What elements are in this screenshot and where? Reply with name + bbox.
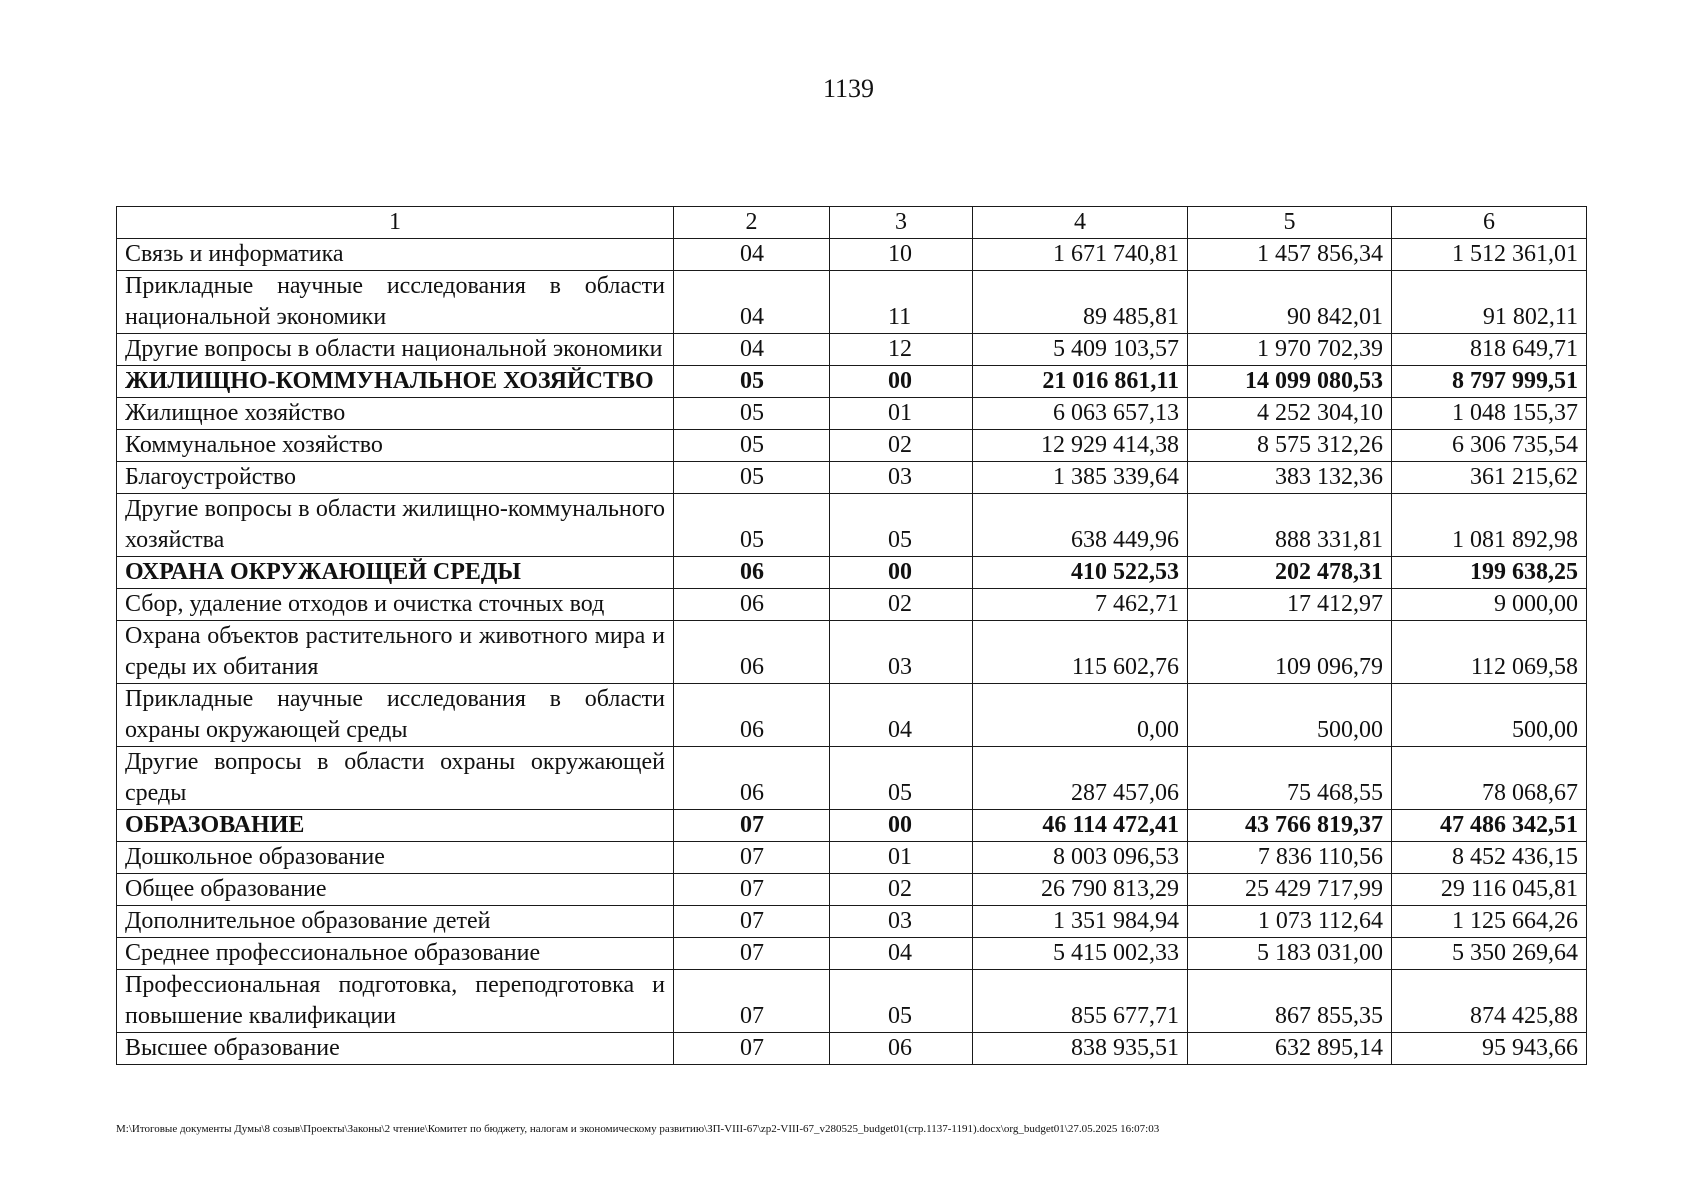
row-section-code-cell: 07 <box>674 970 830 1033</box>
table-row <box>117 906 1587 938</box>
column-header-2: 2 <box>674 207 830 239</box>
row-value-col6-cell: 112 069,58 <box>1392 621 1587 684</box>
row-name-cell: Дополнительное образование детей <box>117 906 674 938</box>
row-value-col4-cell: 638 449,96 <box>973 494 1188 557</box>
row-value-col5-cell: 1 970 702,39 <box>1188 334 1392 366</box>
row-value-col5-cell: 888 331,81 <box>1188 494 1392 557</box>
row-name-cell: Коммунальное хозяйство <box>117 430 674 462</box>
row-name-cell: ОБРАЗОВАНИЕ <box>117 810 674 842</box>
row-name-cell: Прикладные научные исследования в области национальной экономики <box>117 271 674 334</box>
row-section-code-cell: 07 <box>674 810 830 842</box>
row-value-col5-cell: 14 099 080,53 <box>1188 366 1392 398</box>
table-row <box>117 494 1587 557</box>
row-value-col5-cell: 109 096,79 <box>1188 621 1392 684</box>
table-row <box>117 747 1587 810</box>
row-value-col4-cell: 838 935,51 <box>973 1033 1188 1065</box>
row-value-col4-cell: 8 003 096,53 <box>973 842 1188 874</box>
table-section-row <box>117 366 1587 398</box>
table-section-row <box>117 810 1587 842</box>
row-subsection-code-cell: 00 <box>830 810 973 842</box>
row-subsection-code-cell: 02 <box>830 874 973 906</box>
column-header-3: 3 <box>830 207 973 239</box>
row-value-col6-cell: 199 638,25 <box>1392 557 1587 589</box>
table-row <box>117 842 1587 874</box>
row-value-col4-cell: 21 016 861,11 <box>973 366 1188 398</box>
table-row <box>117 239 1587 271</box>
row-name-cell: Профессиональная подготовка, переподготовка и повышение квалификации <box>117 970 674 1033</box>
row-value-col5-cell: 1 457 856,34 <box>1188 239 1392 271</box>
row-value-col6-cell: 8 452 436,15 <box>1392 842 1587 874</box>
row-subsection-code-cell: 02 <box>830 430 973 462</box>
row-subsection-code-cell: 05 <box>830 970 973 1033</box>
document-path-footer: M:\Итоговые документы Думы\8 созыв\Проекты\Законы\2 чтение\Комитет по бюджету, налогам и экономическому развитию\ЗП-VIII-67\zp2-VIII-67_v280525_budget01(стр.1137-1191).docx\org_budget01\27.05.2025 16:07:03 <box>116 1123 1160 1135</box>
row-section-code-cell: 04 <box>674 334 830 366</box>
row-subsection-code-cell: 11 <box>830 271 973 334</box>
row-subsection-code-cell: 03 <box>830 462 973 494</box>
row-value-col6-cell: 1 048 155,37 <box>1392 398 1587 430</box>
row-value-col5-cell: 867 855,35 <box>1188 970 1392 1033</box>
row-subsection-code-cell: 04 <box>830 938 973 970</box>
row-section-code-cell: 05 <box>674 398 830 430</box>
row-value-col4-cell: 89 485,81 <box>973 271 1188 334</box>
row-name-cell: Сбор, удаление отходов и очистка сточных вод <box>117 589 674 621</box>
table-body <box>117 207 1587 1065</box>
row-name-cell: Среднее профессиональное образование <box>117 938 674 970</box>
table-row <box>117 271 1587 334</box>
row-subsection-code-cell: 03 <box>830 906 973 938</box>
table-row <box>117 874 1587 906</box>
row-value-col4-cell: 1 385 339,64 <box>973 462 1188 494</box>
row-name-cell: Дошкольное образование <box>117 842 674 874</box>
row-value-col5-cell: 5 183 031,00 <box>1188 938 1392 970</box>
row-section-code-cell: 07 <box>674 874 830 906</box>
row-section-code-cell: 05 <box>674 430 830 462</box>
row-value-col6-cell: 361 215,62 <box>1392 462 1587 494</box>
row-name-cell: ОХРАНА ОКРУЖАЮЩЕЙ СРЕДЫ <box>117 557 674 589</box>
row-name-cell: Жилищное хозяйство <box>117 398 674 430</box>
row-value-col5-cell: 632 895,14 <box>1188 1033 1392 1065</box>
column-header-5: 5 <box>1188 207 1392 239</box>
row-value-col4-cell: 6 063 657,13 <box>973 398 1188 430</box>
table-row <box>117 1033 1587 1065</box>
row-subsection-code-cell: 12 <box>830 334 973 366</box>
row-value-col6-cell: 91 802,11 <box>1392 271 1587 334</box>
row-section-code-cell: 07 <box>674 1033 830 1065</box>
row-section-code-cell: 06 <box>674 589 830 621</box>
table-row <box>117 938 1587 970</box>
row-value-col6-cell: 874 425,88 <box>1392 970 1587 1033</box>
row-value-col5-cell: 43 766 819,37 <box>1188 810 1392 842</box>
row-subsection-code-cell: 01 <box>830 398 973 430</box>
row-value-col6-cell: 1 081 892,98 <box>1392 494 1587 557</box>
row-value-col5-cell: 4 252 304,10 <box>1188 398 1392 430</box>
row-value-col5-cell: 75 468,55 <box>1188 747 1392 810</box>
row-name-cell: Связь и информатика <box>117 239 674 271</box>
row-section-code-cell: 07 <box>674 938 830 970</box>
table-row <box>117 462 1587 494</box>
row-name-cell: Другие вопросы в области национальной экономики <box>117 334 674 366</box>
row-value-col6-cell: 78 068,67 <box>1392 747 1587 810</box>
row-value-col4-cell: 287 457,06 <box>973 747 1188 810</box>
row-value-col4-cell: 5 415 002,33 <box>973 938 1188 970</box>
row-subsection-code-cell: 05 <box>830 747 973 810</box>
row-section-code-cell: 04 <box>674 239 830 271</box>
row-value-col4-cell: 46 114 472,41 <box>973 810 1188 842</box>
row-name-cell: Высшее образование <box>117 1033 674 1065</box>
row-section-code-cell: 07 <box>674 842 830 874</box>
row-value-col6-cell: 1 512 361,01 <box>1392 239 1587 271</box>
row-name-cell: Прикладные научные исследования в области охраны окружающей среды <box>117 684 674 747</box>
row-value-col4-cell: 0,00 <box>973 684 1188 747</box>
row-value-col6-cell: 95 943,66 <box>1392 1033 1587 1065</box>
row-value-col5-cell: 383 132,36 <box>1188 462 1392 494</box>
row-name-cell: Другие вопросы в области охраны окружающей среды <box>117 747 674 810</box>
row-section-code-cell: 05 <box>674 494 830 557</box>
row-value-col5-cell: 17 412,97 <box>1188 589 1392 621</box>
row-section-code-cell: 04 <box>674 271 830 334</box>
row-value-col4-cell: 7 462,71 <box>973 589 1188 621</box>
row-section-code-cell: 06 <box>674 621 830 684</box>
row-value-col4-cell: 855 677,71 <box>973 970 1188 1033</box>
row-section-code-cell: 05 <box>674 366 830 398</box>
row-value-col6-cell: 5 350 269,64 <box>1392 938 1587 970</box>
budget-table <box>116 206 1587 1065</box>
row-subsection-code-cell: 00 <box>830 366 973 398</box>
table-header-row <box>117 207 1587 239</box>
row-value-col4-cell: 5 409 103,57 <box>973 334 1188 366</box>
row-value-col6-cell: 9 000,00 <box>1392 589 1587 621</box>
row-value-col4-cell: 1 351 984,94 <box>973 906 1188 938</box>
row-value-col6-cell: 818 649,71 <box>1392 334 1587 366</box>
row-subsection-code-cell: 05 <box>830 494 973 557</box>
row-section-code-cell: 07 <box>674 906 830 938</box>
row-value-col6-cell: 8 797 999,51 <box>1392 366 1587 398</box>
row-subsection-code-cell: 02 <box>830 589 973 621</box>
row-subsection-code-cell: 10 <box>830 239 973 271</box>
row-name-cell: Общее образование <box>117 874 674 906</box>
row-value-col5-cell: 500,00 <box>1188 684 1392 747</box>
row-value-col6-cell: 47 486 342,51 <box>1392 810 1587 842</box>
table-row <box>117 589 1587 621</box>
row-subsection-code-cell: 06 <box>830 1033 973 1065</box>
row-value-col6-cell: 6 306 735,54 <box>1392 430 1587 462</box>
row-value-col5-cell: 90 842,01 <box>1188 271 1392 334</box>
table-row <box>117 970 1587 1033</box>
row-value-col4-cell: 26 790 813,29 <box>973 874 1188 906</box>
row-section-code-cell: 06 <box>674 684 830 747</box>
row-value-col6-cell: 29 116 045,81 <box>1392 874 1587 906</box>
row-subsection-code-cell: 00 <box>830 557 973 589</box>
row-subsection-code-cell: 01 <box>830 842 973 874</box>
row-value-col5-cell: 1 073 112,64 <box>1188 906 1392 938</box>
column-header-4: 4 <box>973 207 1188 239</box>
table-row <box>117 398 1587 430</box>
row-value-col4-cell: 1 671 740,81 <box>973 239 1188 271</box>
row-value-col6-cell: 500,00 <box>1392 684 1587 747</box>
table-row <box>117 684 1587 747</box>
row-value-col5-cell: 25 429 717,99 <box>1188 874 1392 906</box>
row-section-code-cell: 06 <box>674 557 830 589</box>
row-value-col4-cell: 115 602,76 <box>973 621 1188 684</box>
row-value-col5-cell: 8 575 312,26 <box>1188 430 1392 462</box>
row-value-col5-cell: 7 836 110,56 <box>1188 842 1392 874</box>
row-subsection-code-cell: 04 <box>830 684 973 747</box>
row-name-cell: Благоустройство <box>117 462 674 494</box>
table-section-row <box>117 557 1587 589</box>
page-number: 1139 <box>822 74 875 103</box>
row-name-cell: Другие вопросы в области жилищно-коммунального хозяйства <box>117 494 674 557</box>
row-name-cell: Охрана объектов растительного и животного мира и среды их обитания <box>117 621 674 684</box>
column-header-6: 6 <box>1392 207 1587 239</box>
row-value-col4-cell: 410 522,53 <box>973 557 1188 589</box>
table-row <box>117 334 1587 366</box>
row-section-code-cell: 05 <box>674 462 830 494</box>
row-value-col6-cell: 1 125 664,26 <box>1392 906 1587 938</box>
row-value-col5-cell: 202 478,31 <box>1188 557 1392 589</box>
row-subsection-code-cell: 03 <box>830 621 973 684</box>
row-section-code-cell: 06 <box>674 747 830 810</box>
column-header-1: 1 <box>117 207 674 239</box>
table-row <box>117 621 1587 684</box>
table-row <box>117 430 1587 462</box>
row-name-cell: ЖИЛИЩНО-КОММУНАЛЬНОЕ ХОЗЯЙСТВО <box>117 366 674 398</box>
row-value-col4-cell: 12 929 414,38 <box>973 430 1188 462</box>
